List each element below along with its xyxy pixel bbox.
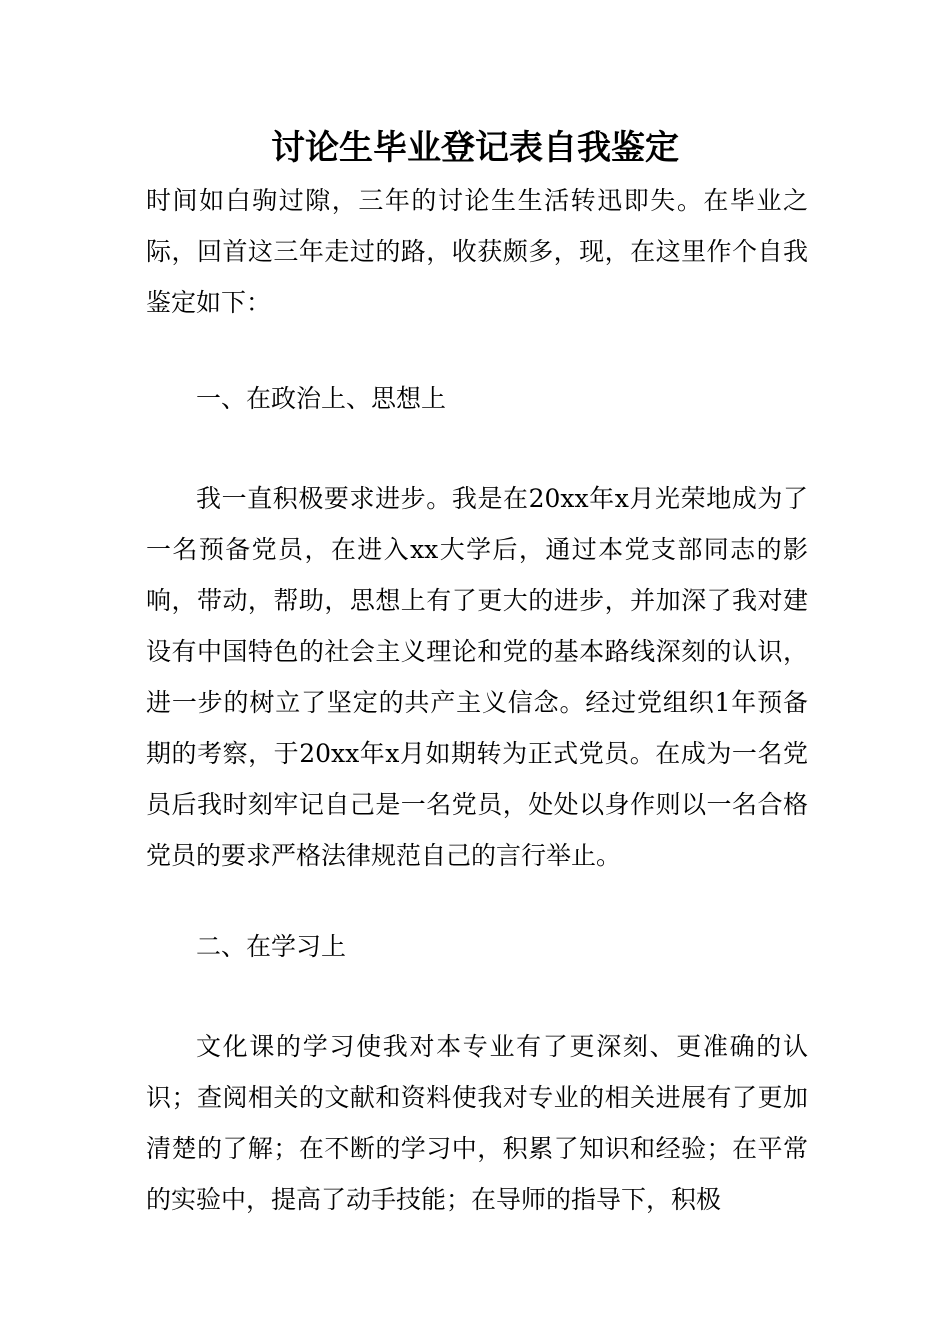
section-1-heading: 一、在政治上、思想上 <box>196 384 447 413</box>
section-1-paragraph: 我一直积极要求进步。我是在20xx年x月光荣地成为了一名预备党员，在进入xx大学后，通过本党支部同志的影响，带动，帮助，思想上有了更大的进步，并加深了我对建设有中国特色的社会主义理论和党的基本路线深刻的认识，进一步的树立了坚定的共产主义信念。经过党组织1年预备期的考察，于20xx年x月如期转为正式党员。在成为一名党员后我时刻牢记自己是一名党员，处处以身作则以一名合格党员的要求严格法律规范自己的言行举止。 <box>146 484 808 870</box>
section-2-paragraph: 文化课的学习使我对本专业有了更深刻、更准确的认识；查阅相关的文献和资料使我对专业的相关进展有了更加清楚的了解；在不断的学习中，积累了知识和经验；在平常的实验中，提高了动手技能；在导师的指导下，积极 <box>146 1032 808 1214</box>
section-2-heading: 二、在学习上 <box>196 932 347 961</box>
document-title: 讨论生毕业登记表自我鉴定 <box>271 128 679 168</box>
intro-paragraph: 时间如白驹过隙，三年的讨论生生活转迅即失。在毕业之际，回首这三年走过的路，收获颇多，现，在这里作个自我鉴定如下： <box>146 186 808 317</box>
